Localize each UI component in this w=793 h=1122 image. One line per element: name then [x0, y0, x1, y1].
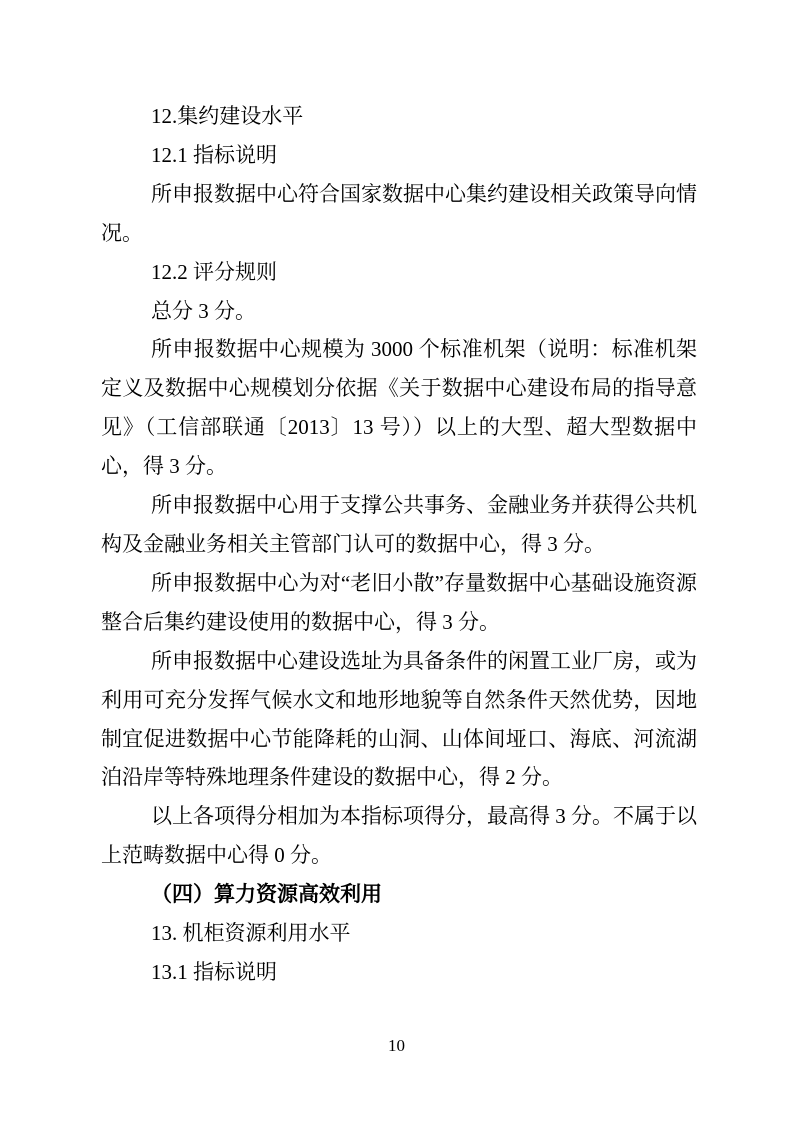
heading-12: 12.集约建设水平: [151, 104, 304, 128]
heading-12-2: 12.2 评分规则: [151, 259, 277, 284]
section-heading-4: （四）算力资源高效利用: [151, 882, 382, 907]
paragraph-site-selection-rule: 所申报数据中心建设选址为具备条件的闲置工业厂房，或为利用可充分发挥气候水文和地形地貌等自然条件天然优势，因地制宜促进数据中心节能降耗的山洞、山体间垭口、海底、河流湖泊沿岸等特殊地理条件建设的数据中心，得 2 分。: [101, 648, 697, 790]
heading-13: 13. 机柜资源利用水平: [151, 921, 351, 946]
page-number: 10: [388, 1036, 405, 1055]
paragraph-indicator-description-12: 所申报数据中心符合国家数据中心集约建设相关政策导向情况。: [101, 181, 697, 245]
paragraph-public-finance-rule: 所申报数据中心用于支撑公共事务、金融业务并获得公共机构及金融业务相关主管部门认可的数据中心，得 3 分。: [101, 493, 697, 556]
paragraph-total-score: 总分 3 分。: [151, 298, 256, 323]
paragraph-scale-rule: 所申报数据中心规模为 3000 个标准机架（说明：标准机架定义及数据中心规模划分依据《关于数据中心建设布局的指导意见》（工信部联通〔2013〕13 号））以上的大型、超大型数据中心，得 3 分。: [101, 337, 697, 479]
heading-13-1: 13.1 指标说明: [151, 959, 277, 984]
paragraph-score-summary: 以上各项得分相加为本指标项得分，最高得 3 分。不属于以上范畴数据中心得 0 分。: [101, 804, 697, 868]
heading-12-1: 12.1 指标说明: [151, 142, 277, 167]
paragraph-consolidation-rule: 所申报数据中心为对“老旧小散”存量数据中心基础设施资源整合后集约建设使用的数据中心，得 3 分。: [101, 570, 697, 634]
document-body: [101, 97, 697, 992]
